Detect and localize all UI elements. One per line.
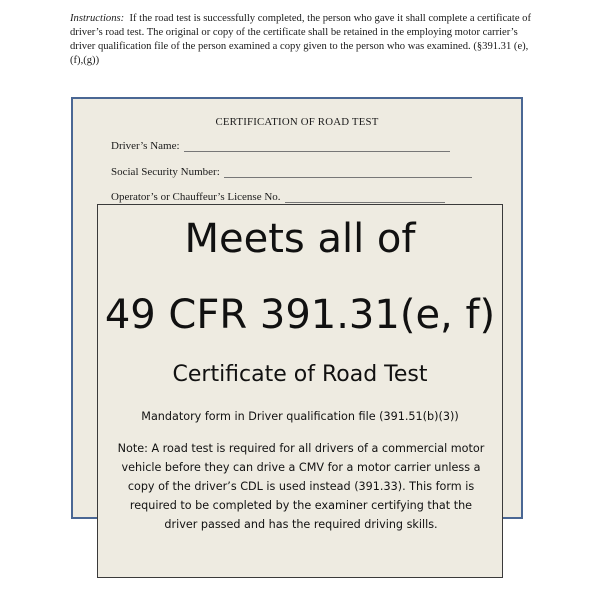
license-number-label: Operator’s or Chauffeur’s License No. bbox=[111, 191, 281, 203]
certificate-subtitle: Certificate of Road Test bbox=[172, 362, 428, 387]
drivers-name-label: Driver’s Name: bbox=[111, 140, 180, 152]
instructions-label: Instructions: bbox=[70, 13, 125, 24]
form-title: CERTIFICATION OF ROAD TEST bbox=[215, 116, 379, 128]
ssn-blank bbox=[224, 167, 472, 178]
license-number-field bbox=[111, 191, 445, 203]
headline-line-2: 49 CFR 391.31(e, f) bbox=[104, 292, 496, 338]
ssn-label: Social Security Number: bbox=[111, 166, 220, 178]
drivers-name-field bbox=[111, 140, 450, 152]
license-number-blank bbox=[285, 192, 445, 203]
ssn-field bbox=[111, 166, 472, 178]
instructions-paragraph bbox=[70, 12, 532, 68]
mandatory-form-note: Mandatory form in Driver qualification file (391.51(b)(3)) bbox=[141, 410, 459, 423]
road-test-note: Note: A road test is required for all drivers of a commercial motor vehicle before they can drive a CMV for a motor carrier unless a copy of the driver’s CDL is used instead (391.33). This form is required to be completed by the examiner certifying that the driver passed and has the required driving skills. bbox=[117, 442, 485, 531]
headline-line-1: Meets all of bbox=[184, 216, 416, 262]
instructions-text: If the road test is successfully completed, the person who gave it shall complete a certificate of driver’s road test. The original or copy of the certificate shall be retained in the employing motor carrier’s driver qualification file of the person examined a copy given to the person who was examined. (§391.31 (e),(f),(g)) bbox=[70, 13, 531, 66]
drivers-name-blank bbox=[184, 141, 450, 152]
summary-overlay-card bbox=[97, 204, 503, 578]
